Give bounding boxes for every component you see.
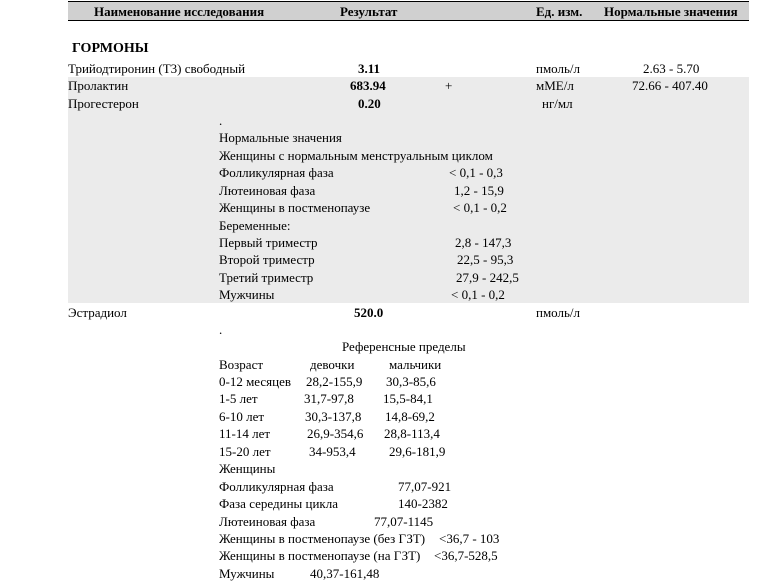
ref-dot: .: [219, 322, 223, 337]
ref-boys: 30,3-85,6: [386, 374, 436, 389]
ref-item-label: Третий триместр: [219, 270, 314, 285]
ref-item-label: Женщины в постменопаузе: [219, 200, 371, 215]
ref-girls: 30,3-137,8: [305, 409, 362, 424]
row-normal: 2.63 - 5.70: [643, 61, 700, 76]
ref-item-label: Фаза середины цикла: [219, 496, 338, 511]
ref-boys: 15,5-84,1: [383, 391, 433, 406]
ref-item-label: Второй триместр: [219, 252, 315, 267]
ref-girls: 28,2-155,9: [306, 374, 363, 389]
ref-item-value: 77,07-1145: [374, 514, 434, 529]
row-unit: мМЕ/л: [536, 78, 574, 93]
ref-women-label: Женщины: [219, 461, 276, 476]
ref-column-header: мальчики: [389, 357, 442, 372]
ref-item-value: 40,37-161,48: [310, 566, 380, 581]
ref-item-value: 27,9 - 242,5: [456, 270, 519, 285]
ref-age: 15-20 лет: [219, 444, 271, 459]
ref-age: 11-14 лет: [219, 426, 271, 441]
row-result: 683.94: [350, 78, 386, 93]
row-unit: пмоль/л: [536, 305, 581, 320]
header-unit: Ед. изм.: [536, 4, 583, 19]
ref-item-value: 22,5 - 95,3: [457, 252, 514, 267]
ref-item-value: < 0,1 - 0,3: [449, 165, 503, 180]
ref-item-label: Женщины в постменопаузе (на ГЗТ): [219, 548, 421, 563]
ref-item-label: Фолликулярная фаза: [219, 165, 334, 180]
ref-girls: 34-953,4: [309, 444, 356, 459]
ref-item-label: Лютеиновая фаза: [219, 514, 316, 529]
header-normal: Нормальные значения: [604, 4, 738, 19]
row-result: 520.0: [354, 305, 384, 320]
ref-item-label: Мужчины: [219, 287, 275, 302]
row-unit: нг/мл: [542, 96, 573, 111]
ref-item-value: < 0,1 - 0,2: [453, 200, 507, 215]
ref-subtitle: Женщины с нормальным менструальным циклом: [219, 148, 493, 163]
ref-item-value: 140-2382: [398, 496, 448, 511]
ref-item-value: < 0,1 - 0,2: [451, 287, 505, 302]
ref-item-value: 77,07-921: [398, 479, 452, 494]
ref-column-header: Возраст: [219, 357, 264, 372]
ref-item-label: Фолликулярная фаза: [219, 479, 334, 494]
ref-boys: 14,8-69,2: [385, 409, 435, 424]
ref-age: 0-12 месяцев: [219, 374, 292, 389]
row-result: 3.11: [358, 61, 381, 76]
ref-item-label: Женщины в постменопаузе (без ГЗТ): [219, 531, 426, 546]
ref-item-label: Мужчины: [219, 566, 275, 581]
ref-title: Референсные пределы: [342, 339, 466, 354]
row-name: Эстрадиол: [68, 305, 127, 320]
ref-item-value: <36,7 - 103: [439, 531, 500, 546]
row-unit: пмоль/л: [536, 61, 581, 76]
ref-age: 6-10 лет: [219, 409, 265, 424]
ref-item-value: <36,7-528,5: [434, 548, 498, 563]
ref-item-value: 1,2 - 15,9: [454, 183, 504, 198]
ref-boys: 29,6-181,9: [389, 444, 446, 459]
ref-item-value: 2,8 - 147,3: [455, 235, 512, 250]
ref-boys: 28,8-113,4: [384, 426, 440, 441]
table-header: [68, 1, 749, 21]
row-normal: 72.66 - 407.40: [632, 78, 708, 93]
ref-dot: .: [219, 113, 223, 128]
row-flag: +: [445, 78, 453, 93]
progesterone-shade: [68, 95, 749, 303]
header-name: Наименование исследования: [94, 4, 265, 19]
ref-title: Нормальные значения: [219, 130, 342, 145]
ref-item-label: Беременные:: [219, 218, 291, 233]
ref-column-header: девочки: [310, 357, 355, 372]
ref-girls: 31,7-97,8: [304, 391, 354, 406]
row-name: Прогестерон: [68, 96, 139, 111]
ref-item-label: Лютеиновая фаза: [219, 183, 316, 198]
row-result: 0.20: [358, 96, 381, 111]
header-result: Результат: [340, 4, 398, 19]
section-title: ГОРМОНЫ: [72, 41, 149, 56]
ref-age: 1-5 лет: [219, 391, 258, 406]
ref-item-label: Первый триместр: [219, 235, 318, 250]
ref-girls: 26,9-354,6: [307, 426, 364, 441]
row-name: Пролактин: [68, 78, 129, 93]
row-name: Трийодтиронин (Т3) свободный: [68, 61, 246, 76]
